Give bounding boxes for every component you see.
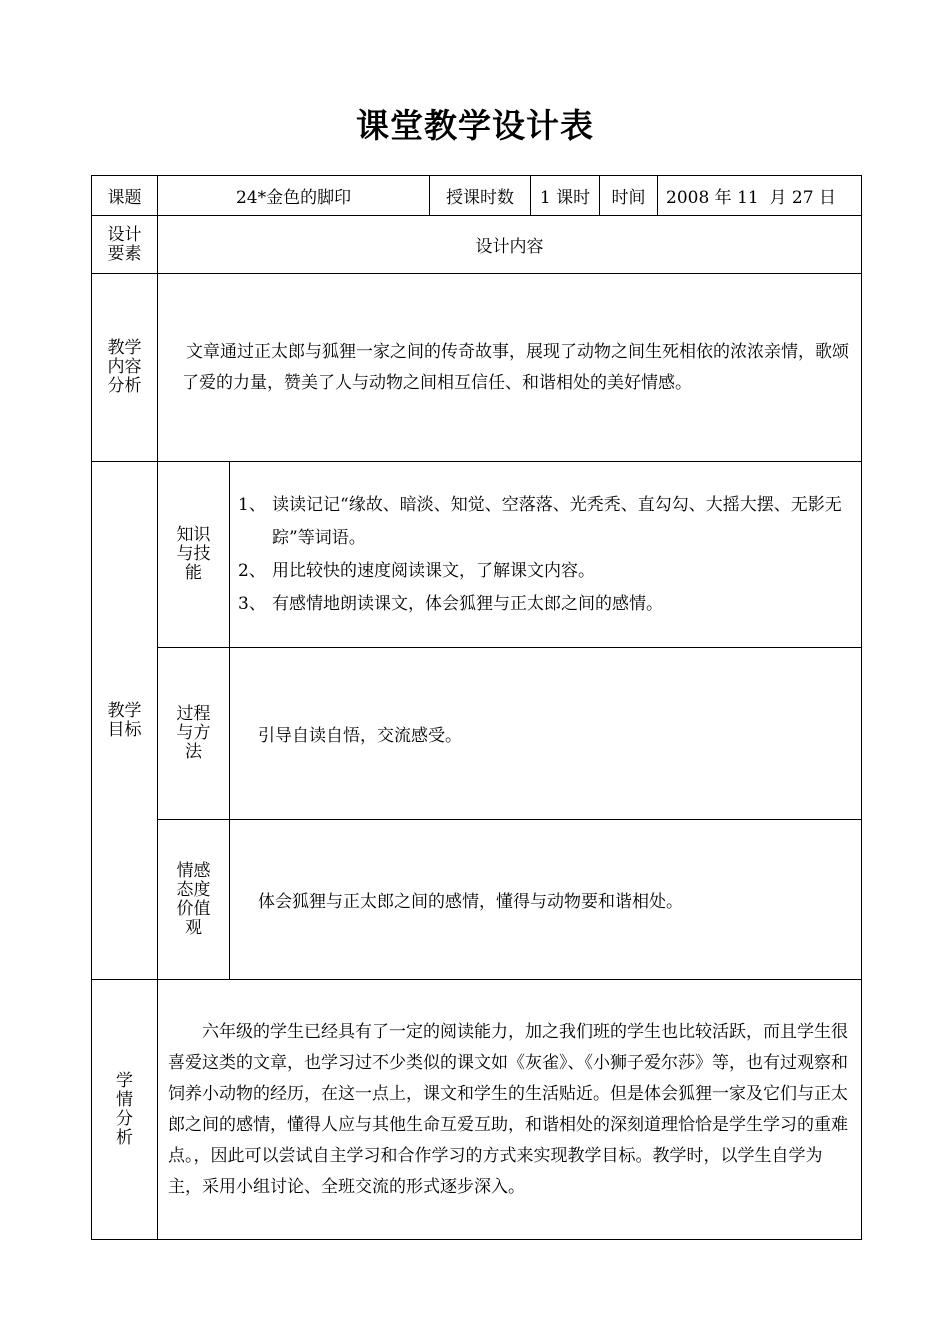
student-analysis-text: 六年级的学生已经具有了一定的阅读能力，加之我们班的学生也比较活跃，而且学生很喜爱这类的文章，也学习过不少类似的课文如《灰雀》、《小狮子爱尔莎》等，也有过观察和饲养小动物的经历，在这一点上，课文和学生的生活贴近。但是体会狐狸一家及它们与正太郎之间的感情，懂得人应与其他生命互爱互助，和谐相处的深刻道理恰恰是学生学习的重难点。，因此可以尝试自主学习和合作学习的方式来实现教学目标。教学时，以学生自学为主，采用小组讨论、全班交流的形式逐步深入。 (168, 1021, 848, 1197)
knowledge-list (230, 489, 861, 621)
student-analysis-label-text: 学情分析 (116, 1070, 133, 1148)
item-text: 有感情地朗读课文，体会狐狸与正太郎之间的感情。 (272, 593, 663, 614)
emotion-text: 体会狐狸与正太郎之间的感情，懂得与动物要和谐相处。 (258, 892, 683, 912)
list-item (238, 555, 853, 588)
emotion-label-text: 情感态度价值观 (176, 860, 211, 938)
page-title: 课堂教学设计表 (356, 106, 594, 145)
hours-label: 授课时数 (430, 176, 531, 216)
process-cell (230, 648, 862, 820)
design-content-label: 设计内容 (158, 216, 862, 274)
topic-label: 课题 (92, 176, 158, 216)
objectives-label (92, 462, 158, 980)
emotion-label (158, 820, 230, 980)
item-text: 用比较快的速度阅读课文，了解课文内容。 (272, 560, 595, 581)
content-analysis-label-text: 教学内容分析 (107, 338, 142, 396)
knowledge-label-text: 知识与技能 (176, 525, 211, 583)
knowledge-cell (230, 462, 862, 648)
design-elements-label (92, 216, 158, 274)
content-analysis-text: 文章通过正太郎与狐狸一家之间的传奇故事，展现了动物之间生死相依的浓浓亲情，歌颂了爱的力量，赞美了人与动物之间相互信任、和谐相处的美好情感。 (182, 341, 849, 393)
item-number: 3、 (238, 593, 266, 614)
topic-value: 24*金色的脚印 (158, 176, 430, 216)
objectives-label-text: 教学目标 (107, 700, 142, 740)
student-analysis-label (92, 980, 158, 1240)
lesson-design-table (91, 175, 862, 1240)
knowledge-label (158, 462, 230, 648)
time-label: 时间 (600, 176, 658, 216)
process-text: 引导自读自悟，交流感受。 (258, 726, 462, 746)
emotion-cell (230, 820, 862, 980)
time-value: 2008 年 11 月 27 日 (658, 176, 862, 216)
item-text: 读读记记“缘故、暗淡、知觉、空落落、光秃秃、直勾勾、大摇大摆、无影无踪”等词语。 (272, 494, 842, 548)
item-number: 2、 (238, 560, 266, 581)
student-analysis-cell (158, 980, 862, 1240)
list-item (238, 588, 853, 621)
process-label (158, 648, 230, 820)
item-number: 1、 (238, 494, 266, 515)
process-label-text: 过程与方法 (176, 704, 211, 762)
content-analysis-label (92, 274, 158, 462)
list-item (238, 489, 853, 555)
design-elements-label-text: 设计要素 (107, 224, 142, 264)
content-analysis-cell (158, 274, 862, 462)
hours-value: 1 课时 (531, 176, 600, 216)
